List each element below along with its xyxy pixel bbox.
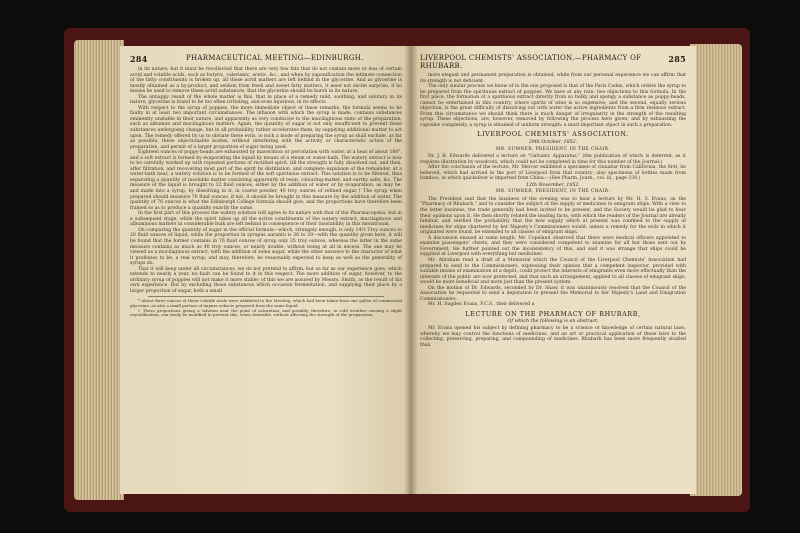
meeting-date: 12th November, 1852. (525, 182, 581, 188)
paragraph: A discussion ensued at some length. Mr. Copeland observed that there were medical officers appointed to examine passengers' chests, and they were considered competent to examine for all but those sent out by Government. He further pointed out the inconsistency of this, and said it was strange that ships could be supplied at Liverpool with everything but medicines. (420, 235, 686, 258)
footnote: † These proportions giving a solution near the point of saturation, and possibly, therefore, in cold weather causing a slight crystallisation, can easily be modified to prevent this, when desirable, without affecting the strength of the preparation. (130, 307, 402, 318)
paragraph: The President said that the business of the evening was to hear a lecture by Mr. H. S. Evans, on the "Pharmacy of Rhubarb," and to consider the subject of the supply of medicines to emigrant ships. With a view to the latter business, the trade generally had been invited to be present, and the Society would be glad to hear their opinions upon it. He then shortly related the leading facts, with which the readers of the Journal are already familiar, and verified the probability that the now supply which at present was confined to the supply of medicines for ships chartered by her Majesty's Commissioners would, unless a remedy for the evils in which it originated were found, be extended to all classes of emigrant ships. (420, 196, 686, 236)
paragraph: Mr. Evans opened his subject by defining pharmacy to be a science or knowledge of certain natural laws, whereby we may control the functions of medicines, and an art or practical application of these laws to the collecting, preserving, preparing, and compounding of medicines. Rhubarb has been more frequently studied than (420, 325, 686, 348)
right-page-number: 285 (668, 54, 686, 64)
right-page (410, 46, 696, 494)
right-page-header (420, 54, 686, 70)
right-page-body (420, 73, 686, 348)
footnote-rule (148, 296, 384, 297)
book-gutter (404, 46, 418, 494)
left-page-body (130, 67, 402, 318)
paragraph: On comparing the quantity of sugar in the official formula—which, strangely enough, is only 14½ Troy ounces to 20 fluid ounces of liquid, while the proportion in syrupus aurantii is 36 to 20—with the quantity given here, it will be found that the former contains in 76 fluid ounces of syrup only 35 troy ounces, whereas the latter in the same measure contains as much as 40 troy ounces, or nearly double, without being at all in excess. The one may be viewed as a mucilaginous extract, with the addition of some sugar, while the other answers to the character of what it professes to be, a real syrup; and may, therefore, be reasonably expected to keep as well as the generality of syrups do. (130, 227, 402, 267)
meeting-chair: MR. SUMNER, PRESIDENT, IN THE CHAIR. (495, 146, 611, 152)
lecture-title: LECTURE ON THE PHARMACY OF RHUBARB, (465, 309, 641, 318)
paragraph: In the first part of this process the watery solution will agree in its nature with that of the Pharmacopœia, but in a subsequent stage, while the spirit takes up all the active constituents of the watery extract, mucilaginous and albuminous matters in considerable bulk are left behind in consequence of their insolubility in this menstruum. (130, 211, 402, 228)
footnote: * About three ounces of these volatile acids were exhibited to the Meeting, which had been taken from one gallon of commercial glycerine, as also a small portion of impure sebacic prepared from the same liquid. (130, 297, 402, 308)
paragraph: Dr. J. B. Edwards delivered a lecture on "Galvanic Apparatus," (the publication of which is deferred, as it requires illustration by woodcuts, which could not be completed in time for this number of the Journal.) (420, 154, 686, 165)
paragraph: Mr. Abraham read a draft of a Memorial which the Council of the Liverpool Chemists' Association had prepared to send to the Commissioners, expressing their opinion that a competent inspector, provided with suitable means of examination at a depôt, could protect the interests of emigrants even more effectually than the interests of the public are now protected, and that such an arrangement, applied to all classes of emigrant ships, would be more beneficial and more just than the present system. (420, 257, 686, 286)
paragraph: The unhappy result of the whole matter is this, that in place of a remedy mild, soothing, and salutary in its nature, glycerine is found to be too often irritating, and even injurious, in its effects. (130, 94, 402, 106)
paragraph: With respect to the syrup of poppies, the more immediate object of these remarks, the formula seems to be faulty in at least two important circumstances. The infusion with which the syrup is made, contains substances eminently unstable in their nature, and apparently as very conducive to the mucilaginous state of the preparation, such as albumen and mucilaginous matters. Again, the quantity of sugar is not only insufficient to prevent these substances undergoing change, but in all probability, rather accelerates them, by supplying additional matter to act upon. The remedy offered by us to obviate these evils, is such a mode of preparing the syrup as shall exclude, as far as possible, these objectionable bodies, without interfering with the activity or characteristic action of the preparation, and permit of a larger proportion of sugar being used. (130, 105, 402, 150)
page-edges-left (74, 40, 124, 500)
paragraph: The only similar process we know of to the one proposed is that of the Paris Codex, which orders the syrup to be prepared from the spirituous extract of poppies. We have at any rate, two objections to this formula. In the first place, the formation of a spirituous extract directly from so bulky and spongy a substance as poppy-heads, cannot be entertained in this country, where spirits of wine is so expensive; and the second, equally serious objection, is the great difficulty of dissolving out with water the active ingredients from a firm resinous extract. From this circumstance we should think there is much danger of irregularity in the strength of the resulting syrup. These objections, are, however, removed by following the process here given; and by exhausting the capsules completely, a syrup is obtained of uniform strength: a most important object in such a preparation. (420, 84, 686, 128)
meeting-chair: MR. SUMNER, PRESIDENT, IN THE CHAIR. (495, 189, 611, 195)
page-edges-right (690, 44, 742, 496)
paragraph: After the conclusion of the lecture, Mr. Mercer exhibited a specimen of cinnabar from California, the first, he believed, which had arrived in the port of Liverpool from that country; also specimens of bottles made from bamboo, in which quicksilver is imported from China.—(See Pharm. Journ., vol. iii., page 330.) (420, 165, 686, 182)
paragraph: On the motion of Dr. Edwards, seconded by Dr. Shaw, it was unanimously resolved that the Council of the Association be requested to send a deputation to present the Memorial to her Majesty's Land and Emigration Commissioners. (420, 285, 686, 302)
paragraph: That it will keep under all circumstances, we do not pretend to affirm, but so far as our experience goes, which extends to nearly a year, no fault can be found to it in this respect. The more addition of sugar, however, to the ordinary syrup of poppies will not make it more stable; of this we are assured by Messrs. Smith, as the result of his own experience. But by excluding those substances which occasion fermentation, and supplying their place by a larger proportion of sugar, both a small (130, 266, 402, 294)
paragraph: in its nature; but it must be recollected that there are very few fats that do not contain more or less of certain acrid and volatile acids, such as butyric, valerianic, acetic, &c., and when by saponification the intimate connection of the fatty constituents is broken up, all these acrid matters are left behind in the glycerine. And as glycerine is mostly obtained as a by-product, and seldom from fresh and sweet fatty matters, it need not excite surprise, if no means be used to remove these acrid substances, that the glycerine should be harsh in its nature. (130, 67, 402, 95)
left-page-number: 284 (130, 54, 148, 64)
paragraph: more elegant and permanent preparation is obtained, while from our personal experience we can affirm that its strength is not deficient. (420, 73, 686, 84)
lecture-subtitle: Of which the following is an abstract. (507, 319, 599, 325)
paragraph: Mr. H. Sugden Evans, F.C.S., then delivered a (428, 302, 535, 308)
paragraph: Eighteen ounces of poppy-heads are exhausted by maceration or percolation with water, at a heat of about 180°, and a soft extract is formed by evaporating the liquid by means of a steam or water-bath. The watery extract is now to be carefully worked up with repeated portions of rectified spirit, till the strength is fully dissolved out, and then, after filtration, and recovering most part of the spirit by distillation, and complete expulsion of the remainder, at a water-bath heat, a watery solution is to be formed of the soft spirituous extract. This solution is to be filtered, thus separating a quantity of insoluble matter consisting apparently of resin, colouring-matter, and earthy salts, &c. The measure of the liquid is brought to 32 fluid ounces, either by the addition of water or by evaporation, as may be, and made into a syrup, by dissolving in it, in coarse powder, 40 troy ounces of refined sugar.† The syrup when prepared should measure 76 fluid ounces, if not, it should be brought to this measure by the addition of water. The quantity of 76 ounces is what the Edinburgh College formula should give, and the proportions have therefore been framed so as to produce a quantity exactly the same. (130, 150, 402, 211)
right-running-head: LIVERPOOL CHEMISTS' ASSOCIATION.—PHARMACY OF RHUBARB. (420, 54, 642, 70)
meeting-date: 29th October, 1852. (528, 140, 578, 146)
association-title: LIVERPOOL CHEMISTS' ASSOCIATION. (477, 130, 629, 139)
left-page-header (130, 54, 402, 64)
left-running-head: PHARMACEUTICAL MEETING—EDINBURGH. (185, 54, 364, 62)
left-page (120, 46, 412, 494)
